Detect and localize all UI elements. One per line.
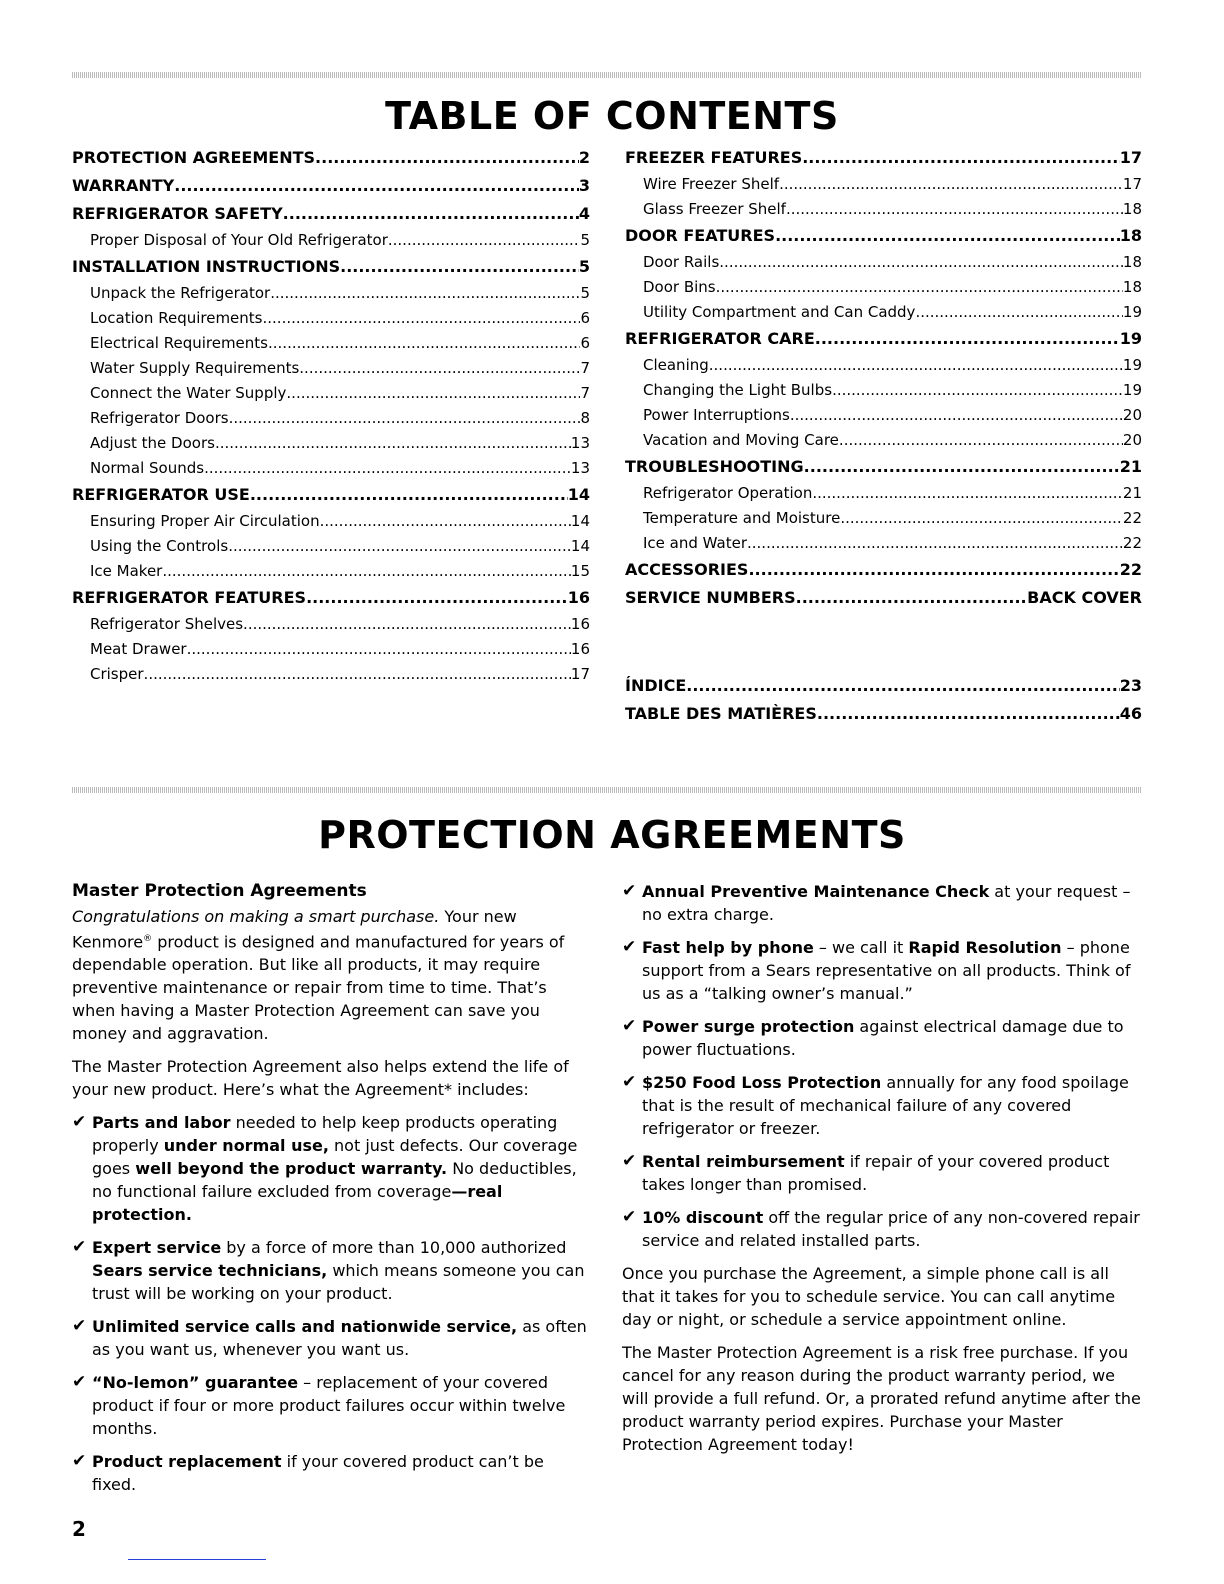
toc-entry-title: SERVICE NUMBERS	[625, 588, 796, 607]
toc-entry-title: Normal Sounds	[90, 459, 205, 477]
toc-section-entry[interactable]	[625, 222, 1142, 250]
toc-leader-dots	[709, 353, 1123, 378]
toc-entry-title: Vacation and Moving Care	[643, 431, 839, 449]
benefit-item	[622, 1071, 1142, 1140]
toc-leader-dots	[388, 228, 581, 253]
footer-link-line[interactable]	[128, 1559, 266, 1560]
toc-entry-title: Meat Drawer	[90, 640, 187, 658]
benefit-bold-text: Unlimited service calls and nationwide service,	[92, 1317, 518, 1337]
benefit-bold-text: Product replacement	[92, 1452, 282, 1472]
toc-leader-dots	[786, 197, 1123, 222]
toc-leader-dots	[306, 584, 568, 612]
toc-section-entry[interactable]	[625, 700, 1142, 728]
toc-entry-page: 22	[1122, 509, 1142, 527]
toc-leader-dots	[174, 172, 579, 200]
benefit-text: off the regular price of any non-covered repair service and related installed parts.	[642, 1208, 1140, 1250]
toc-entry-title: Adjust the Doors	[90, 434, 215, 452]
toc-section-entry[interactable]	[72, 144, 590, 172]
toc-entry-title: Ice and Water	[643, 534, 747, 552]
toc-section-entry[interactable]	[625, 325, 1142, 353]
toc-entry-page: 17	[1122, 175, 1142, 193]
benefit-text: if your covered product can’t be fixed.	[92, 1452, 544, 1495]
checkmark-icon: ✔	[72, 1316, 87, 1337]
benefit-text: which means someone you can trust will be working on your product.	[92, 1261, 585, 1304]
toc-entry-title: ACCESSORIES	[625, 560, 749, 579]
toc-subsection-entry[interactable]	[72, 559, 590, 584]
toc-leader-dots	[320, 509, 571, 534]
benefit-text: No deductibles, no functional failure excluded from coverage	[92, 1159, 577, 1202]
toc-entry-page: 17	[1119, 148, 1142, 167]
toc-entry-page: 22	[1119, 560, 1142, 579]
toc-subsection-entry[interactable]	[72, 381, 590, 406]
benefit-item	[72, 1315, 587, 1361]
toc-subsection-entry[interactable]	[625, 300, 1142, 325]
toc-entry-title: REFRIGERATOR USE	[72, 485, 250, 504]
toc-entry-title: Water Supply Requirements	[90, 359, 300, 377]
toc-subsection-entry[interactable]	[72, 306, 590, 331]
toc-entry-page: 13	[570, 434, 590, 452]
toc-leader-dots	[228, 534, 571, 559]
toc-subsection-entry[interactable]	[72, 331, 590, 356]
toc-leader-dots	[719, 250, 1123, 275]
toc-leader-dots	[802, 144, 1120, 172]
benefit-item	[622, 1150, 1142, 1196]
benefit-item	[622, 936, 1142, 1005]
toc-entry-page: 16	[570, 615, 590, 633]
toc-entry-title: Refrigerator Doors	[90, 409, 229, 427]
toc-leader-dots	[812, 481, 1123, 506]
toc-entry-page: 23	[1119, 676, 1142, 695]
benefit-text: annually for any food spoilage that is the result of mechanical failure of any covered refrigerator or freezer.	[642, 1073, 1129, 1138]
toc-leader-dots	[263, 306, 581, 331]
toc-entry-page: 14	[570, 537, 590, 555]
benefit-text: – phone support from a Sears representative on all products. Think of us as a “talking owner’s manual.”	[642, 938, 1131, 1003]
toc-entry-page: 22	[1122, 534, 1142, 552]
toc-right-column	[625, 144, 1142, 728]
toc-leader-dots	[796, 584, 1028, 612]
master-protection-heading: Master Protection Agreements	[72, 881, 367, 901]
toc-subsection-entry[interactable]	[625, 275, 1142, 300]
toc-entry-title: Wire Freezer Shelf	[643, 175, 780, 193]
toc-entry-page: 13	[570, 459, 590, 477]
toc-entry-page: 20	[1122, 406, 1142, 424]
toc-entry-title: DOOR FEATURES	[625, 226, 776, 245]
toc-entry-page: 5	[580, 231, 590, 249]
toc-subsection-entry[interactable]	[72, 431, 590, 456]
benefit-bold-text: Expert service	[92, 1238, 222, 1258]
toc-leader-dots	[340, 253, 579, 281]
toc-entry-title: Door Rails	[643, 253, 720, 271]
toc-leader-dots	[204, 456, 571, 481]
toc-entry-title: Utility Compartment and Can Caddy	[643, 303, 916, 321]
toc-entry-page: 18	[1119, 226, 1142, 245]
toc-entry-page: 15	[570, 562, 590, 580]
benefit-bold-text: Fast help by phone	[642, 938, 814, 957]
benefit-text: not just defects. Our coverage goes	[92, 1136, 578, 1179]
toc-entry-title: REFRIGERATOR SAFETY	[72, 204, 283, 223]
closing-paragraph-1: Once you purchase the Agreement, a simple phone call is all that it takes for you to schedule service. You can call anytime day or night, or schedule a service appointment online.	[622, 1264, 1116, 1329]
toc-leader-dots	[243, 612, 571, 637]
checkmark-icon: ✔	[622, 937, 637, 957]
includes-paragraph: The Master Protection Agreement also helps extend the life of your new product. Here’s what the Agreement* includes:	[72, 1057, 569, 1100]
benefit-bold-text: Annual Preventive Maintenance Check	[642, 882, 990, 901]
benefit-item	[72, 1111, 587, 1226]
toc-subsection-entry[interactable]	[72, 281, 590, 306]
toc-leader-dots	[748, 556, 1119, 584]
toc-entry-title: TROUBLESHOOTING	[625, 457, 804, 476]
benefit-item	[622, 1206, 1142, 1252]
benefit-text: – replacement of your covered product if four or more product failures occur within twelve months.	[92, 1373, 566, 1439]
toc-leader-dots	[779, 172, 1123, 197]
protection-title: PROTECTION AGREEMENTS	[318, 813, 906, 857]
toc-entry-page: 16	[567, 588, 590, 607]
toc-entry-title: Temperature and Moisture	[643, 509, 841, 527]
benefit-text: if repair of your covered product takes longer than promised.	[642, 1152, 1110, 1194]
toc-entry-page: 14	[567, 485, 590, 504]
toc-entry-title: Power Interruptions	[643, 406, 790, 424]
toc-entry-title: Electrical Requirements	[90, 334, 268, 352]
toc-subsection-entry[interactable]	[72, 356, 590, 381]
toc-entry-title: Unpack the Refrigerator	[90, 284, 271, 302]
toc-section-entry[interactable]	[625, 556, 1142, 584]
toc-subsection-entry[interactable]	[72, 406, 590, 431]
toc-entry-page: 19	[1122, 381, 1142, 399]
benefit-bold-text: Rental reimbursement	[642, 1152, 845, 1171]
toc-section-entry[interactable]	[625, 453, 1142, 481]
benefit-bold-text: Parts and labor	[92, 1113, 231, 1133]
toc-entry-title: ÍNDICE	[625, 676, 687, 695]
toc-entry-page: 21	[1122, 484, 1142, 502]
benefit-text: at your request – no extra charge.	[642, 882, 1131, 924]
toc-leader-dots	[839, 428, 1123, 453]
toc-entry-title: Refrigerator Shelves	[90, 615, 244, 633]
checkmark-icon: ✔	[622, 881, 637, 901]
toc-entry-title: Crisper	[90, 665, 144, 683]
toc-section-entry[interactable]	[72, 481, 590, 509]
toc-entry-title: Door Bins	[643, 278, 716, 296]
toc-entry-title: Using the Controls	[90, 537, 229, 555]
toc-subsection-entry[interactable]	[625, 428, 1142, 453]
toc-section-entry[interactable]	[625, 144, 1142, 172]
toc-subsection-entry[interactable]	[72, 637, 590, 662]
toc-entry-page: 18	[1122, 253, 1142, 271]
toc-section-entry[interactable]	[72, 200, 590, 228]
toc-leader-dots	[162, 559, 571, 584]
toc-leader-dots	[840, 506, 1123, 531]
toc-leader-dots	[215, 431, 571, 456]
toc-entry-page: 3	[578, 176, 590, 195]
toc-leader-dots	[270, 281, 580, 306]
checkmark-icon: ✔	[72, 1372, 87, 1393]
benefit-bold-text: “No-lemon” guarantee	[92, 1373, 299, 1393]
toc-leader-dots	[686, 672, 1119, 700]
toc-subsection-entry[interactable]	[625, 250, 1142, 275]
checkmark-icon: ✔	[72, 1451, 87, 1472]
toc-section-entry[interactable]	[625, 672, 1142, 700]
toc-subsection-entry[interactable]	[72, 612, 590, 637]
toc-leader-dots	[832, 378, 1123, 403]
toc-subsection-entry[interactable]	[625, 378, 1142, 403]
toc-entry-title: TABLE DES MATIÈRES	[625, 704, 817, 723]
toc-entry-title: Ensuring Proper Air Circulation	[90, 512, 320, 530]
top-divider	[72, 72, 1142, 78]
toc-subsection-entry[interactable]	[625, 506, 1142, 531]
toc-entry-page: 5	[580, 284, 590, 302]
protection-right-column	[622, 880, 1142, 1466]
toc-spacer	[625, 612, 1142, 672]
toc-entry-title: Connect the Water Supply	[90, 384, 287, 402]
benefit-bold-text: well beyond the product warranty.	[135, 1159, 448, 1179]
toc-entry-title: REFRIGERATOR CARE	[625, 329, 815, 348]
toc-entry-title: INSTALLATION INSTRUCTIONS	[72, 257, 341, 276]
toc-subsection-entry[interactable]	[625, 481, 1142, 506]
toc-leader-dots	[286, 381, 580, 406]
toc-entry-page: 19	[1119, 329, 1142, 348]
toc-entry-page: 19	[1122, 303, 1142, 321]
toc-entry-page: 19	[1122, 356, 1142, 374]
toc-subsection-entry[interactable]	[625, 353, 1142, 378]
toc-leader-dots	[804, 453, 1120, 481]
benefit-bold-text: Sears service technicians,	[92, 1261, 328, 1281]
toc-entry-page: 6	[580, 309, 590, 327]
toc-entry-page: 7	[580, 384, 590, 402]
toc-left-column	[72, 144, 590, 687]
intro-text-2: product is designed and manufactured for years of dependable operation. But like all products, it may require preventive maintenance or repair from time to time. That’s when having a Master Protection Agreement can save you money and aggravation.	[72, 932, 565, 1044]
checkmark-icon: ✔	[622, 1016, 637, 1036]
toc-leader-dots	[775, 222, 1120, 250]
toc-entry-page: 16	[570, 640, 590, 658]
benefit-item	[72, 1450, 587, 1496]
toc-subsection-entry[interactable]	[625, 531, 1142, 556]
toc-leader-dots	[790, 403, 1123, 428]
right-benefit-list	[622, 880, 1142, 1252]
checkmark-icon: ✔	[72, 1237, 87, 1258]
toc-entry-title: REFRIGERATOR FEATURES	[72, 588, 307, 607]
toc-section-entry[interactable]	[72, 584, 590, 612]
benefit-item	[622, 880, 1142, 926]
toc-subsection-entry[interactable]	[625, 197, 1142, 222]
benefit-item	[72, 1371, 587, 1440]
toc-subsection-entry[interactable]	[72, 662, 590, 687]
protection-left-column	[72, 880, 587, 1506]
toc-leader-dots	[815, 325, 1120, 353]
intro-text-1: Your new Kenmore	[72, 907, 517, 952]
toc-subsection-entry[interactable]	[72, 228, 590, 253]
benefit-item	[622, 1015, 1142, 1061]
benefit-item	[72, 1236, 587, 1305]
intro-paragraph	[72, 905, 587, 1045]
toc-leader-dots	[817, 700, 1120, 728]
benefit-text: – we call it	[813, 938, 909, 957]
benefit-bold-text: Rapid Resolution	[908, 938, 1062, 957]
toc-entry-title: Refrigerator Operation	[643, 484, 813, 502]
checkmark-icon: ✔	[72, 1112, 87, 1133]
benefit-bold-text: 10% discount	[642, 1208, 764, 1227]
registered-mark: ®	[143, 934, 153, 944]
toc-entry-page: 20	[1122, 431, 1142, 449]
toc-entry-page: 17	[570, 665, 590, 683]
checkmark-icon: ✔	[622, 1151, 637, 1171]
toc-leader-dots	[915, 300, 1122, 325]
benefit-bold-text: $250 Food Loss Protection	[642, 1073, 882, 1092]
toc-subsection-entry[interactable]	[625, 403, 1142, 428]
toc-entry-page: BACK COVER	[1027, 588, 1142, 607]
toc-entry-page: 8	[580, 409, 590, 427]
toc-section-entry[interactable]	[625, 584, 1142, 612]
toc-entry-page: 18	[1122, 278, 1142, 296]
benefit-text: by a force of more than 10,000 authorized	[221, 1238, 567, 1258]
page-number: 2	[72, 1517, 86, 1541]
toc-leader-dots	[299, 356, 580, 381]
toc-entry-title: Proper Disposal of Your Old Refrigerator	[90, 231, 388, 249]
toc-subsection-entry[interactable]	[72, 509, 590, 534]
toc-subsection-entry[interactable]	[625, 172, 1142, 197]
benefit-text: needed to help keep products operating properly	[92, 1113, 558, 1156]
toc-entry-page: 18	[1122, 200, 1142, 218]
toc-entry-title: Cleaning	[643, 356, 709, 374]
toc-leader-dots	[187, 637, 571, 662]
toc-entry-page: 6	[580, 334, 590, 352]
section-divider	[72, 787, 1142, 793]
toc-entry-page: 14	[570, 512, 590, 530]
closing-paragraph-2: The Master Protection Agreement is a risk free purchase. If you cancel for any reason during the product warranty period, we will provide a full refund. Or, a prorated refund anytime after the product warranty period expires. Purchase your Master Protection Agreement today!	[622, 1343, 1141, 1454]
toc-leader-dots	[229, 406, 581, 431]
toc-leader-dots	[144, 662, 571, 687]
toc-entry-page: 46	[1119, 704, 1142, 723]
benefit-bold-text: Power surge protection	[642, 1017, 855, 1036]
toc-entry-title: Location Requirements	[90, 309, 263, 327]
toc-entry-page: 4	[578, 204, 590, 223]
toc-entry-page: 7	[580, 359, 590, 377]
toc-entry-title: FREEZER FEATURES	[625, 148, 803, 167]
toc-entry-page: 21	[1119, 457, 1142, 476]
toc-leader-dots	[283, 200, 579, 228]
toc-subsection-entry[interactable]	[72, 456, 590, 481]
toc-entry-page: 2	[578, 148, 590, 167]
toc-entry-page: 5	[578, 257, 590, 276]
toc-section-entry[interactable]	[72, 253, 590, 281]
toc-section-entry[interactable]	[72, 172, 590, 200]
benefit-text: as often as you want us, whenever you want us.	[92, 1317, 587, 1360]
toc-leader-dots	[747, 531, 1123, 556]
benefit-text: against electrical damage due to power fluctuations.	[642, 1017, 1124, 1059]
toc-leader-dots	[268, 331, 580, 356]
toc-subsection-entry[interactable]	[72, 534, 590, 559]
intro-italic: Congratulations on making a smart purchase.	[72, 907, 440, 926]
toc-entry-title: PROTECTION AGREEMENTS	[72, 148, 316, 167]
checkmark-icon: ✔	[622, 1072, 637, 1092]
toc-entry-title: Changing the Light Bulbs	[643, 381, 833, 399]
toc-title: TABLE OF CONTENTS	[385, 94, 839, 138]
toc-leader-dots	[250, 481, 568, 509]
toc-leader-dots	[315, 144, 579, 172]
toc-entry-title: Glass Freezer Shelf	[643, 200, 786, 218]
toc-entry-title: Ice Maker	[90, 562, 163, 580]
checkmark-icon: ✔	[622, 1207, 637, 1227]
benefit-bold-text: —real protection.	[92, 1182, 503, 1225]
toc-entry-title: WARRANTY	[72, 176, 175, 195]
left-benefit-list	[72, 1111, 587, 1496]
benefit-bold-text: under normal use,	[163, 1136, 329, 1156]
toc-leader-dots	[716, 275, 1123, 300]
